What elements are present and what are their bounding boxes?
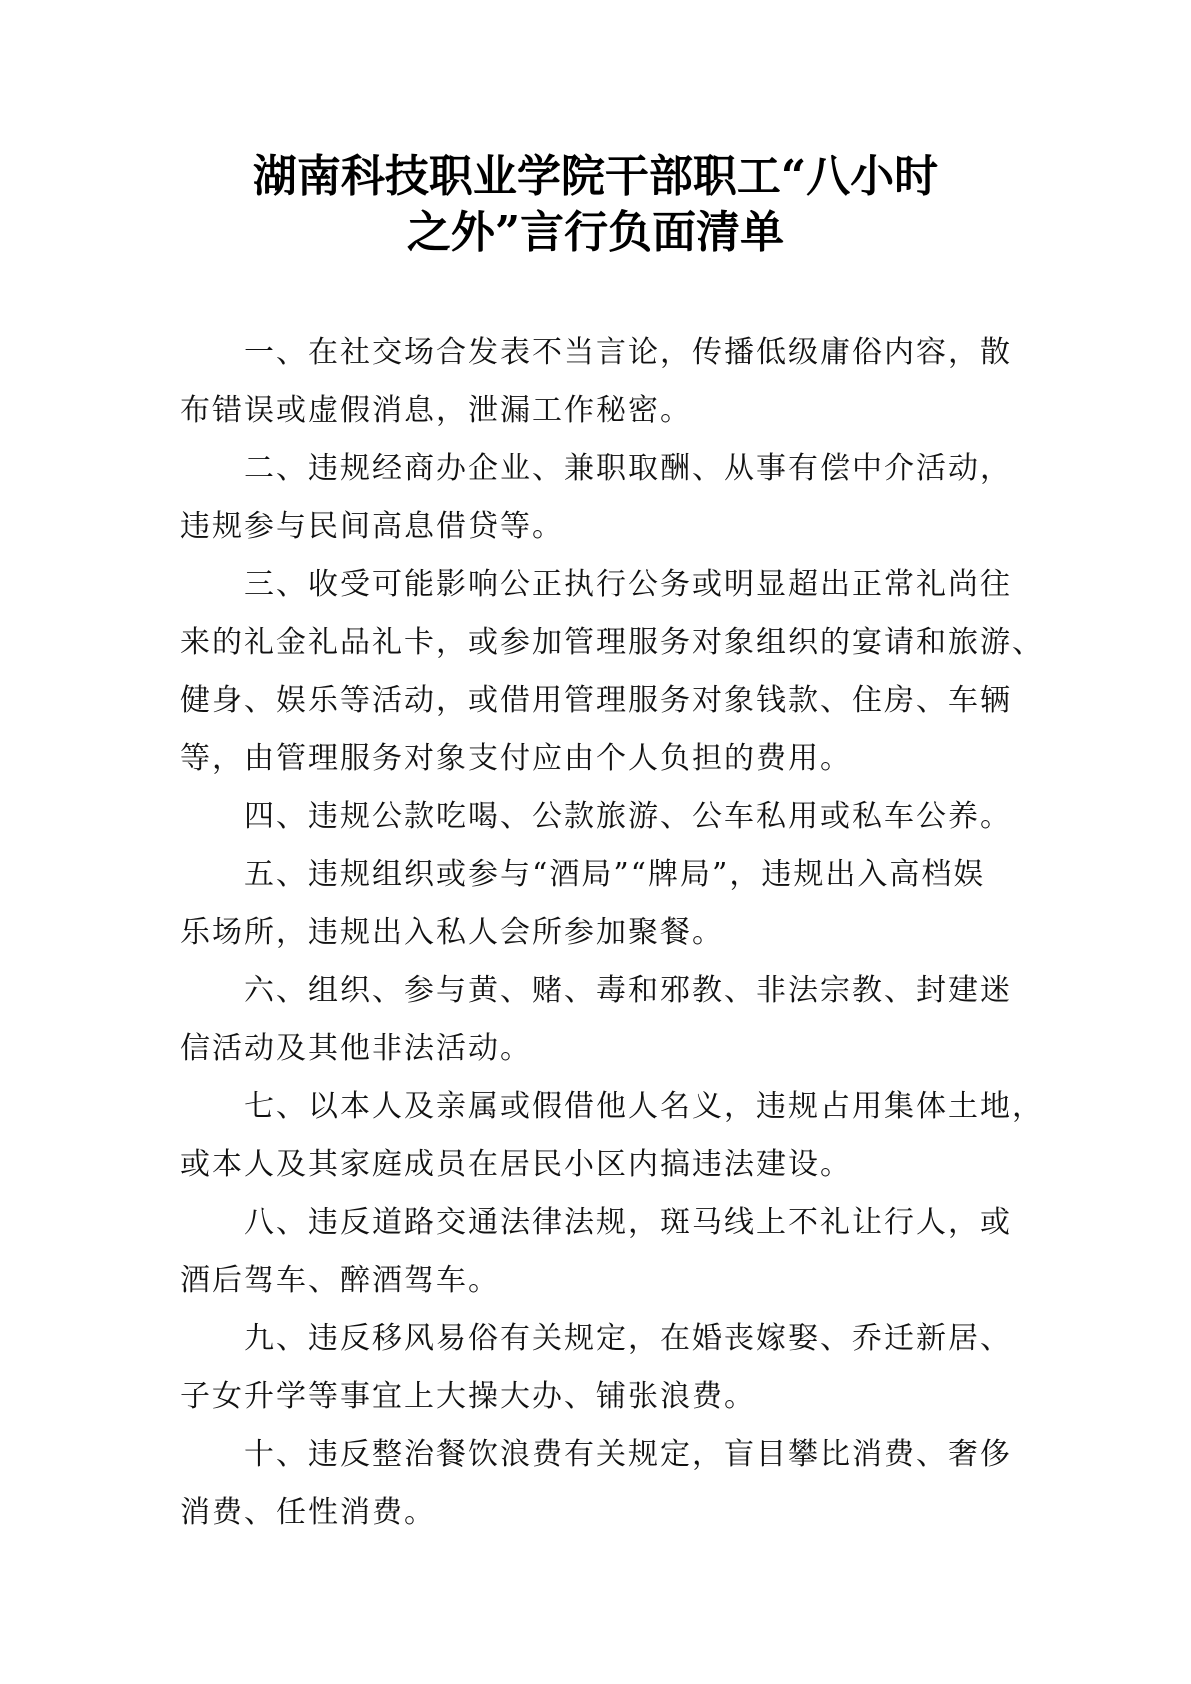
paragraph-line: 六、组织、参与黄、赌、毒和邪教、非法宗教、封建迷 [244, 973, 1012, 1008]
paragraph-line: 消费、任性消费。 [180, 1495, 436, 1530]
paragraph-1 [180, 324, 1080, 440]
paragraph-line: 信活动及其他非法活动。 [180, 1031, 532, 1066]
paragraph-9 [180, 1310, 1080, 1426]
paragraph-line: 二、违规经商办企业、兼职取酬、从事有偿中介活动， [244, 451, 1012, 486]
paragraph-7 [180, 1078, 1080, 1194]
paragraph-line: 乐场所，违规出入私人会所参加聚餐。 [180, 915, 724, 950]
paragraph-line: 或本人及其家庭成员在居民小区内搞违法建设。 [180, 1147, 852, 1182]
paragraph-6 [180, 962, 1080, 1078]
paragraph-2 [180, 440, 1080, 556]
paragraph-line: 酒后驾车、醉酒驾车。 [180, 1263, 500, 1298]
paragraph-line: 十、违反整治餐饮浪费有关规定，盲目攀比消费、奢侈 [244, 1437, 1012, 1472]
document-title [0, 149, 1191, 261]
paragraph-line: 等，由管理服务对象支付应由个人负担的费用。 [180, 741, 852, 776]
paragraph-line: 一、在社交场合发表不当言论，传播低级庸俗内容，散 [244, 335, 1012, 370]
paragraph-line: 四、违规公款吃喝、公款旅游、公车私用或私车公养。 [244, 799, 1012, 834]
paragraph-8 [180, 1194, 1080, 1310]
paragraph-line: 来的礼金礼品礼卡，或参加管理服务对象组织的宴请和旅游、 [180, 625, 1044, 660]
paragraph-10 [180, 1426, 1080, 1542]
title-line: 湖南科技职业学院干部职工“八小时 [252, 151, 939, 202]
title-line: 之外”言行负面清单 [406, 207, 785, 258]
paragraph-line: 违规参与民间高息借贷等。 [180, 509, 564, 544]
paragraph-line: 布错误或虚假消息，泄漏工作秘密。 [180, 393, 692, 428]
paragraph-line: 三、收受可能影响公正执行公务或明显超出正常礼尚往 [244, 567, 1012, 602]
paragraph-4 [180, 788, 1080, 846]
paragraph-line: 八、违反道路交通法律法规，斑马线上不礼让行人，或 [244, 1205, 1012, 1240]
document-body [180, 324, 1080, 1542]
paragraph-3 [180, 556, 1080, 788]
paragraph-line: 健身、娱乐等活动，或借用管理服务对象钱款、住房、车辆 [180, 683, 1012, 718]
paragraph-line: 子女升学等事宜上大操大办、铺张浪费。 [180, 1379, 756, 1414]
paragraph-5 [180, 846, 1080, 962]
paragraph-line: 九、违反移风易俗有关规定，在婚丧嫁娶、乔迁新居、 [244, 1321, 1012, 1356]
paragraph-line: 七、以本人及亲属或假借他人名义，违规占用集体土地， [244, 1089, 1044, 1124]
paragraph-line: 五、违规组织或参与“酒局”“牌局”，违规出入高档娱 [244, 857, 986, 892]
